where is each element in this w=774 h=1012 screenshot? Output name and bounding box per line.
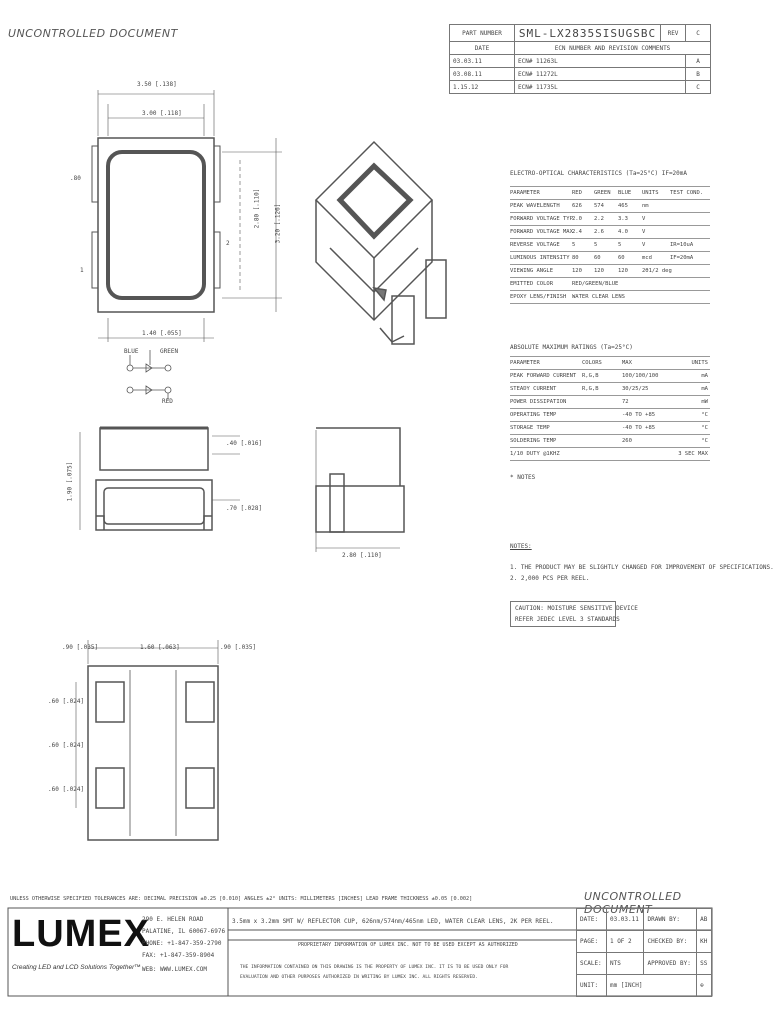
- dim-pin-width: 1.40 [.055]: [142, 330, 182, 337]
- cell: nm: [642, 203, 649, 209]
- col-header: TEST COND.: [670, 190, 704, 196]
- company-tagline: Creating LED and LCD Solutions Together™: [12, 964, 141, 971]
- table-row: [510, 239, 710, 252]
- notes-title: NOTES:: [510, 543, 532, 550]
- cell: 4.0: [618, 229, 628, 235]
- table-row: [510, 265, 710, 278]
- cell: 120: [618, 268, 628, 274]
- address-1: 290 E. HELEN ROAD: [142, 916, 204, 923]
- col-header: BLUE: [618, 190, 632, 196]
- col-header: UNITS: [691, 360, 708, 366]
- dim-foot-l2: .60 [.024]: [48, 742, 85, 749]
- cell: FORWARD VOLTAGE TYP: [510, 216, 573, 222]
- cell: 5: [572, 242, 576, 248]
- date-label: DATE:: [577, 909, 607, 931]
- cell: SOLDERING TEMP: [510, 438, 557, 444]
- cell: REVERSE VOLTAGE: [510, 242, 560, 248]
- rev-ecn: ECN# 11272L: [515, 68, 686, 81]
- cell: mW: [701, 399, 708, 405]
- caution-text-2: REFER JEDEC LEVEL 3 STANDARDS: [515, 616, 620, 623]
- unit-label: UNIT:: [577, 975, 607, 997]
- address-2: PALATINE, IL 60067-6976: [142, 928, 226, 935]
- dim-top-w2: 3.00 [.118]: [142, 110, 182, 117]
- table-row: [510, 291, 710, 304]
- cell: mcd: [642, 255, 652, 261]
- note-1: 1. THE PRODUCT MAY BE SLIGHTLY CHANGED FOR IMPROVEMENT OF SPECIFICATIONS.: [510, 564, 774, 571]
- cell: 5: [594, 242, 598, 248]
- rev-value: C: [686, 25, 711, 42]
- cell: 100/100/100: [622, 373, 659, 379]
- cell: -40 TO +85: [622, 412, 656, 418]
- table-row: [510, 213, 710, 226]
- dim-foot-b: 1.60 [.063]: [140, 644, 180, 651]
- absmax-note: * NOTES: [510, 474, 536, 481]
- table-row: [510, 448, 710, 461]
- cell: 120: [594, 268, 604, 274]
- cell: 626: [572, 203, 582, 209]
- scale-value: NTS: [606, 953, 644, 975]
- cell: V: [642, 216, 646, 222]
- proprietary-text-1: THE INFORMATION CONTAINED ON THIS DRAWING IS THE PROPERTY OF LUMEX INC. IT IS TO BE USED ONLY FOR: [240, 965, 509, 970]
- cell: -40 TO +85: [622, 425, 656, 431]
- cell: 5: [618, 242, 622, 248]
- dim-foot-c: .90 [.035]: [220, 644, 257, 651]
- table-row: [510, 396, 710, 409]
- table-row: [510, 252, 710, 265]
- absmax-table: [510, 356, 710, 461]
- cell: V: [642, 229, 646, 235]
- cell: °C: [701, 412, 708, 418]
- table-header: [510, 356, 710, 370]
- absmax-title: ABSOLUTE MAXIMUM RATINGS (Ta=25°C): [510, 344, 633, 351]
- cell: mA: [701, 373, 708, 379]
- projection-icon: ⊕: [697, 975, 712, 997]
- pin-1-label: 1: [80, 267, 84, 274]
- cell: °C: [701, 425, 708, 431]
- cell: 260: [622, 438, 632, 444]
- cell: 3 SEC MAX: [678, 451, 708, 457]
- electro-title: ELECTRO-OPTICAL CHARACTERISTICS (Ta=25°C) IF=20mA: [510, 170, 688, 177]
- approved-label: APPROVED BY:: [644, 953, 697, 975]
- rev-letter: A: [686, 55, 711, 68]
- col-header: RED: [572, 190, 582, 196]
- page-value: 1 OF 2: [606, 931, 644, 953]
- table-row: [510, 409, 710, 422]
- circuit-label-red: RED: [162, 398, 173, 405]
- cell: 465: [618, 203, 628, 209]
- dim-height1: 2.80 [.110]: [253, 188, 261, 229]
- cell: 2θ1/2 deg: [642, 268, 672, 274]
- col-header: MAX: [622, 360, 632, 366]
- cell: R,G,B: [582, 386, 599, 392]
- caution-box: [510, 601, 638, 627]
- dim-top-w1: 3.50 [.138]: [137, 81, 177, 88]
- dim-height2: 3.20 [.126]: [274, 203, 282, 244]
- rev-ecn: ECN# 11263L: [515, 55, 686, 68]
- cell: EMITTED COLOR: [510, 281, 554, 287]
- unit-value: mm [INCH]: [606, 975, 696, 997]
- part-number-label: PART NUMBER: [450, 25, 515, 42]
- circuit-label-green: GREEN: [160, 348, 179, 355]
- tolerance-note: UNLESS OTHERWISE SPECIFIED TOLERANCES ARE: DECIMAL PRECISION ±0.25 [0.010] ANGLES ±2° UNITS: MILLIMETERS [INCHES] LEAD FRAME THICKNESS ±0.05 [0.002]: [10, 896, 473, 902]
- dim-right-w: 2.80 [.110]: [342, 552, 382, 559]
- col-header: PARAMETER: [510, 360, 540, 366]
- cell: VIEWING ANGLE: [510, 268, 554, 274]
- isometric-view: [316, 142, 446, 344]
- cell: 80: [572, 255, 579, 261]
- cell: R,G,B: [582, 373, 599, 379]
- cell: 120: [572, 268, 582, 274]
- cell: IF=20mA: [670, 255, 694, 261]
- end-view: [316, 428, 404, 552]
- dim-foot-l1: .60 [.024]: [48, 698, 85, 705]
- col-header: GREEN: [594, 190, 611, 196]
- checked-label: CHECKED BY:: [644, 931, 697, 953]
- pin-2-label: 2: [226, 240, 230, 247]
- date-value: 03.03.11: [606, 909, 644, 931]
- dim-pad: .80: [70, 175, 81, 182]
- table-header: [510, 186, 710, 200]
- cell: PEAK FORWARD CURRENT: [510, 373, 577, 379]
- rev-letter: C: [686, 81, 711, 94]
- drawn-value: AB: [697, 909, 712, 931]
- fax: FAX: +1-847-359-8904: [142, 952, 215, 959]
- phone: PHONE: +1-847-359-2790: [142, 940, 222, 947]
- rev-label: REV: [661, 25, 686, 42]
- table-row: [510, 370, 710, 383]
- product-description: 3.5mm x 3.2mm SMT W/ REFLECTOR CUP, 626nm/574nm/465nm LED, WATER CLEAR LENS, 2K PER REEL.: [232, 918, 554, 925]
- cell: 2.0: [572, 216, 582, 222]
- circuit-diagram: [127, 350, 171, 400]
- dim-foot-l3: .60 [.024]: [48, 786, 85, 793]
- table-row: [510, 278, 710, 291]
- watermark-bottom: UNCONTROLLED DOCUMENT: [584, 890, 682, 916]
- proprietary-text-2: EVALUATION AND OTHER PURPOSES AUTHORIZED IN WRITING BY LUMEX INC. ALL RIGHTS RESERVED.: [240, 975, 478, 980]
- checked-value: KH: [697, 931, 712, 953]
- cell: 574: [594, 203, 604, 209]
- table-row: [510, 422, 710, 435]
- lumex-logo: LUMEX: [12, 913, 150, 955]
- cell: LUMINOUS INTENSITY: [510, 255, 570, 261]
- watermark-top: UNCONTROLLED DOCUMENT: [8, 27, 178, 40]
- drawn-label: DRAWN BY:: [644, 909, 697, 931]
- cell: 2.6: [594, 229, 604, 235]
- rev-col-ecn: ECN NUMBER AND REVISION COMMENTS: [515, 42, 711, 55]
- part-number: SML-LX2835SISUGSBC: [515, 25, 661, 42]
- table-row: [510, 226, 710, 239]
- cell: 2.2: [594, 216, 604, 222]
- cell: OPERATING TEMP: [510, 412, 557, 418]
- dim-side-a: .40 [.016]: [226, 440, 263, 447]
- table-row: [510, 200, 710, 213]
- electro-table: [510, 186, 710, 304]
- rev-ecn: ECN# 11735L: [515, 81, 686, 94]
- scale-label: SCALE:: [577, 953, 607, 975]
- dim-side-b: .70 [.028]: [226, 505, 263, 512]
- cell: STORAGE TEMP: [510, 425, 550, 431]
- rev-date: 1.15.12: [450, 81, 515, 94]
- cell: STEADY CURRENT: [510, 386, 557, 392]
- cell: PEAK WAVELENGTH: [510, 203, 560, 209]
- cell: 2.4: [572, 229, 582, 235]
- cell: 60: [594, 255, 601, 261]
- cell: 72: [622, 399, 629, 405]
- rev-date: 03.08.11: [450, 68, 515, 81]
- col-header: COLORS: [582, 360, 602, 366]
- page-label: PAGE:: [577, 931, 607, 953]
- cell: V: [642, 242, 646, 248]
- rev-col-date: DATE: [450, 42, 515, 55]
- circuit-label-blue: BLUE: [124, 348, 139, 355]
- cell: WATER CLEAR LENS: [572, 294, 625, 300]
- rev-date: 03.03.11: [450, 55, 515, 68]
- cell: 60: [618, 255, 625, 261]
- cell: EPOXY LENS/FINISH: [510, 294, 567, 300]
- col-header: PARAMETER: [510, 190, 540, 196]
- table-row: [510, 435, 710, 448]
- cell: mA: [701, 386, 708, 392]
- title-block: [576, 908, 712, 997]
- cell: POWER DISSIPATION: [510, 399, 567, 405]
- col-header: UNITS: [642, 190, 659, 196]
- cell: 1/10 DUTY @1KHZ: [510, 451, 560, 457]
- cell: RED/GREEN/BLUE: [572, 281, 619, 287]
- website: WEB: WWW.LUMEX.COM: [142, 966, 208, 973]
- cell: °C: [701, 438, 708, 444]
- note-2: 2. 2,000 PCS PER REEL.: [510, 575, 590, 582]
- approved-value: SS: [697, 953, 712, 975]
- footprint-view: [76, 640, 218, 840]
- cell: FORWARD VOLTAGE MAX: [510, 229, 573, 235]
- cell: 30/25/25: [622, 386, 649, 392]
- cell: 3.3: [618, 216, 628, 222]
- table-row: [510, 383, 710, 396]
- caution-text-1: CAUTION: MOISTURE SENSITIVE DEVICE: [515, 605, 638, 612]
- rev-letter: B: [686, 68, 711, 81]
- side-view: [80, 428, 240, 530]
- cell: IR=10uA: [670, 242, 694, 248]
- dim-side-h: 1.90 [.075]: [66, 461, 74, 502]
- dim-foot-a: .90 [.035]: [62, 644, 99, 651]
- proprietary-title: PROPRIETARY INFORMATION OF LUMEX INC. NOT TO BE USED EXCEPT AS AUTHORIZED: [298, 942, 518, 948]
